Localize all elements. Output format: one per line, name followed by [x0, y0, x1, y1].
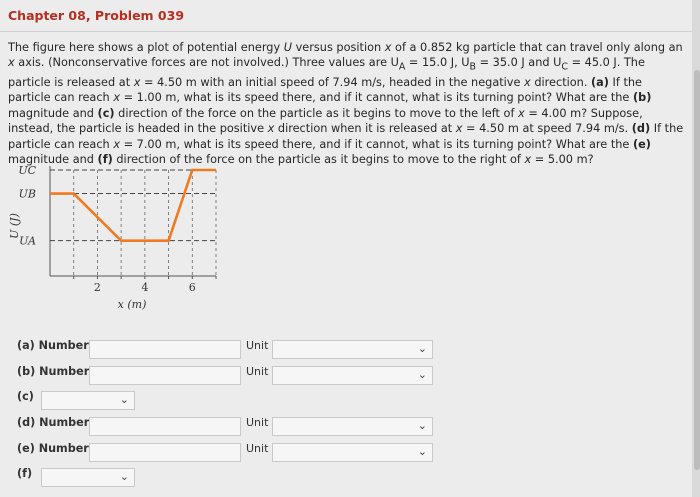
- potential-energy-chart: [6, 158, 226, 310]
- problem-text-part: = 35.0 J and U: [475, 56, 562, 70]
- problem-text-part: x: [8, 56, 15, 70]
- unit-label-a: Unit: [246, 339, 269, 352]
- problem-text-part: axis. (Nonconservative forces are not involved.) Three values are U: [14, 56, 399, 70]
- problem-text-part: U: [283, 41, 293, 54]
- problem-text-part: (d): [631, 122, 651, 136]
- chevron-down-icon: ⌄: [417, 342, 427, 355]
- answer-label-d: (d) Number: [17, 416, 90, 429]
- answer-input-e[interactable]: [89, 443, 241, 462]
- answer-row-b: [0, 365, 700, 385]
- x-tick-label: 4: [141, 281, 149, 294]
- problem-text-part: (a): [591, 76, 609, 90]
- problem-text-part: = 15.0 J, U: [405, 56, 470, 70]
- x-tick-label: 2: [93, 281, 101, 294]
- answer-input-d[interactable]: [89, 417, 241, 436]
- problem-text-part: = 4.00 m? Suppose, instead, the particle is headed in the positive: [8, 106, 643, 136]
- answer-row-d: [0, 416, 700, 436]
- problem-text-part: x: [524, 76, 531, 90]
- problem-text-part: = 4.50 m with an initial speed of 7.94 m/s, headed in the negative: [140, 76, 525, 90]
- unit-label-e: Unit: [246, 442, 269, 455]
- unit-label-d: Unit: [246, 416, 269, 429]
- unit-select-e[interactable]: [272, 443, 433, 462]
- problem-text-part: = 1.00 m, what is its speed there, and if it cannot, what is its turning point? What are the: [120, 91, 633, 105]
- problem-text-part: direction of the force on the particle as it begins to move to the left of: [114, 106, 519, 120]
- problem-text-part: x: [524, 153, 532, 167]
- problem-text-part: magnitude and: [8, 106, 98, 120]
- problem-text-part: A: [398, 61, 406, 73]
- problem-text-part: direction of the force on the particle as it begins to move to the right of: [112, 153, 525, 167]
- page-title: Chapter 08, Problem 039: [8, 8, 185, 23]
- problem-text: [8, 40, 686, 168]
- problem-text-part: (f): [97, 153, 113, 167]
- y-axis-label: U (J): [8, 213, 21, 239]
- problem-text-part: (e): [632, 137, 651, 151]
- problem-text-part: If the particle can reach: [8, 76, 642, 105]
- problem-text-part: x: [113, 91, 120, 105]
- unit-select-a[interactable]: [272, 340, 433, 359]
- answer-row-f: [0, 467, 700, 487]
- problem-text-part: (c): [97, 106, 115, 120]
- problem-text-part: direction.: [530, 76, 592, 90]
- problem-text-part: (b): [632, 91, 652, 105]
- problem-text-part: C: [561, 61, 568, 73]
- answer-label-b: (b) Number: [17, 365, 90, 378]
- y-tick-label-ua: UA: [19, 234, 36, 248]
- y-tick-label-ub: UB: [18, 187, 36, 201]
- problem-text-part: x: [267, 122, 275, 136]
- chevron-down-icon: ⌄: [417, 419, 427, 432]
- problem-text-part: direction when it is released at: [274, 122, 456, 136]
- y-tick-label-uc: UC: [18, 164, 36, 177]
- potential-energy-line: [50, 170, 216, 241]
- problem-text-part: x: [455, 122, 463, 136]
- answer-label-f: (f): [17, 467, 33, 480]
- problem-text-part: = 7.00 m, what is its speed there, and if it cannot, what is its turning point? What are the: [120, 137, 633, 151]
- answer-input-b[interactable]: [89, 366, 241, 385]
- unit-select-b[interactable]: [272, 366, 433, 385]
- x-axis-label: x (m): [117, 298, 147, 310]
- problem-text-part: B: [469, 61, 476, 73]
- scrollbar-thumb[interactable]: [694, 70, 700, 470]
- direction-select-f[interactable]: [41, 468, 135, 487]
- problem-text-part: x: [133, 76, 141, 90]
- unit-select-d[interactable]: [272, 417, 433, 436]
- chevron-down-icon: ⌄: [417, 368, 427, 381]
- problem-text-part: magnitude and: [8, 153, 98, 167]
- header: [0, 0, 692, 32]
- answer-row-a: [0, 339, 700, 359]
- problem-text-part: x: [113, 137, 120, 151]
- answer-label-a: (a) Number: [17, 339, 89, 352]
- chevron-down-icon: ⌄: [417, 445, 427, 458]
- problem-text-part: = 5.00 m?: [531, 153, 594, 167]
- problem-text-part: If the particle can reach: [8, 122, 684, 151]
- problem-text-part: of a 0.852 kg particle that can travel only along an: [391, 41, 683, 54]
- unit-label-b: Unit: [246, 365, 269, 378]
- answer-label-e: (e) Number: [17, 442, 89, 455]
- direction-select-c[interactable]: [41, 391, 135, 410]
- chevron-down-icon: ⌄: [119, 470, 129, 483]
- answer-input-a[interactable]: [89, 340, 241, 359]
- divider: [0, 31, 692, 32]
- problem-text-part: The figure here shows a plot of potential energy: [8, 41, 284, 54]
- x-tick-label: 6: [188, 281, 196, 294]
- answer-row-c: [0, 390, 700, 410]
- answer-row-e: [0, 442, 700, 462]
- problem-text-part: x: [384, 41, 392, 54]
- problem-text-part: = 45.0 J. The particle is released at: [8, 56, 645, 90]
- problem-text-part: = 4.50 m at speed 7.94 m/s.: [462, 122, 632, 136]
- problem-text-part: versus position: [292, 41, 385, 54]
- problem-text-part: x: [518, 106, 525, 120]
- answer-label-c: (c): [17, 390, 34, 403]
- chevron-down-icon: ⌄: [119, 393, 129, 406]
